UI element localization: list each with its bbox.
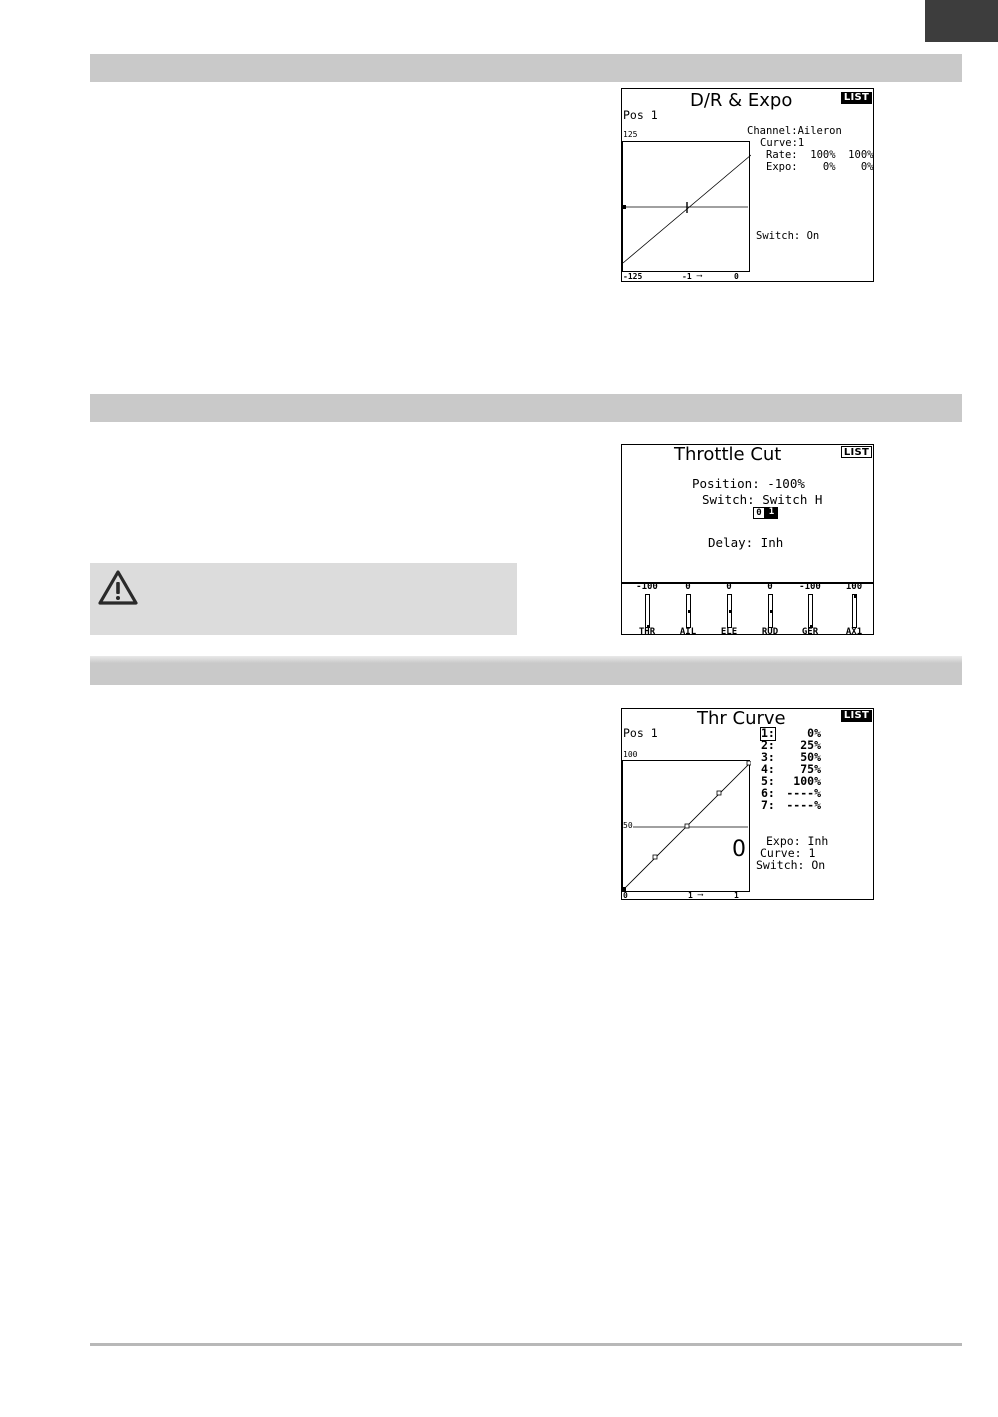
channel-label: ELE <box>720 627 738 635</box>
channel-label: RUD <box>761 627 779 635</box>
curve-point-value[interactable]: 50% <box>800 750 821 764</box>
position-label: Pos 1 <box>623 726 658 740</box>
axis-top-label: 125 <box>623 130 638 139</box>
channel-bar <box>808 594 813 628</box>
switch-field[interactable]: Switch: Switch H <box>702 492 823 507</box>
axis-bottom-right-label: 1 <box>734 891 739 900</box>
axis-bottom-mid-label: -1 <box>682 272 692 281</box>
channel-bar <box>645 594 650 628</box>
channel-value: 0 <box>767 582 773 592</box>
axis-top-label: 100 <box>623 750 638 759</box>
switch-field[interactable]: Switch: On <box>756 230 820 242</box>
list-button[interactable]: LIST <box>841 710 872 722</box>
curve-field[interactable]: Curve:1 <box>760 137 805 149</box>
rate-field[interactable]: Rate: 100% 100% <box>766 149 874 161</box>
curve-point-value[interactable]: ----% <box>786 798 821 812</box>
list-button[interactable]: LIST <box>841 92 872 104</box>
channel-level-marker <box>854 595 856 598</box>
channel-field[interactable]: Channel:Aileron <box>747 125 842 137</box>
section-header-bar <box>90 394 962 422</box>
switch-field[interactable]: Switch: On <box>756 858 826 872</box>
curve-point-value[interactable]: 0% <box>807 726 821 740</box>
section-header-bar <box>90 54 962 82</box>
channel-level-marker <box>688 610 690 613</box>
delay-field[interactable]: Delay: Inh <box>708 535 784 550</box>
channel-label: THR <box>638 627 656 635</box>
curve-point-number[interactable]: 4: <box>761 762 775 776</box>
throttle-cut-screen <box>621 444 874 635</box>
curve-point-number[interactable]: 1: <box>761 726 775 740</box>
channel-level-marker <box>770 610 772 613</box>
channel-label: AIL <box>679 627 697 635</box>
switch-state-0: 0 <box>753 507 765 519</box>
channel-value: 0 <box>685 582 691 592</box>
curve-graph <box>622 141 750 272</box>
screen-title: Throttle Cut <box>674 444 782 465</box>
axis-bottom-mid-label: 1 <box>688 891 693 900</box>
channel-value: -100 <box>799 582 821 592</box>
axis-bottom-left-label: 0 <box>623 891 628 900</box>
channel-label: GER <box>801 627 819 635</box>
channel-bar <box>686 594 691 628</box>
expo-field[interactable]: Expo: Inh <box>766 834 829 848</box>
curve-point-value[interactable]: 100% <box>793 774 821 788</box>
channel-monitor-ax1 <box>836 583 872 635</box>
curve-point-number[interactable]: 3: <box>761 750 775 764</box>
expo-field[interactable]: Expo: 0% 0% <box>766 161 874 173</box>
channel-value: 100 <box>845 582 863 592</box>
channel-bar <box>727 594 732 628</box>
curve-point-value[interactable]: ----% <box>786 786 821 800</box>
curve-point-number[interactable]: 5: <box>761 774 775 788</box>
curve-point-number[interactable]: 7: <box>761 798 775 812</box>
curve-point-value[interactable]: 25% <box>800 738 821 752</box>
curve-point-value[interactable]: 75% <box>800 762 821 776</box>
chapter-tab <box>925 0 998 42</box>
footer-rule <box>90 1343 962 1346</box>
curve-field[interactable]: Curve: 1 <box>760 846 816 860</box>
curve-graph <box>622 760 750 892</box>
channel-monitor-ger <box>792 583 828 635</box>
position-field[interactable]: Position: -100% <box>692 476 805 491</box>
channel-monitor-rud <box>752 583 788 635</box>
channel-bar <box>852 594 857 628</box>
channel-monitor-thr <box>629 583 665 635</box>
arrow-glyph: ⟶ <box>697 271 702 280</box>
switch-state-1: 1 <box>765 507 778 519</box>
channel-value: -100 <box>636 582 658 592</box>
warning-callout <box>90 563 517 635</box>
axis-mid-label: 50 <box>623 821 633 830</box>
axis-bottom-left-label: -125 <box>623 272 643 281</box>
axis-bottom-right-label: 0 <box>734 272 739 281</box>
list-button[interactable]: LIST <box>841 446 872 458</box>
current-value: 0 <box>732 837 746 862</box>
curve-point-number[interactable]: 2: <box>761 738 775 752</box>
channel-monitor-ail <box>670 583 706 635</box>
section-header-bar <box>90 656 962 685</box>
position-label: Pos 1 <box>623 108 658 122</box>
warning-triangle-icon <box>97 569 139 607</box>
curve-point-number[interactable]: 6: <box>761 786 775 800</box>
dr-expo-screen <box>621 88 874 282</box>
channel-level-marker <box>729 610 731 613</box>
screen-title: D/R & Expo <box>690 90 793 111</box>
screen-title: Thr Curve <box>697 708 786 729</box>
channel-monitor-ele <box>711 583 747 635</box>
channel-label: AX1 <box>845 627 863 635</box>
channel-bar <box>768 594 773 628</box>
thr-curve-screen <box>621 708 874 900</box>
channel-value: 0 <box>726 582 732 592</box>
arrow-glyph: ⟶ <box>698 890 703 899</box>
